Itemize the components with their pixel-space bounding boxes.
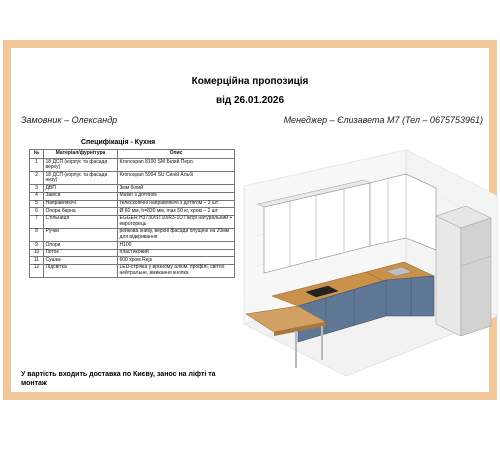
row-material: Підсвітка [44, 264, 118, 277]
row-number: 10 [30, 249, 44, 257]
row-description: Muller з дотягом [118, 192, 235, 200]
row-number: 6 [30, 208, 44, 216]
row-number: 7 [30, 215, 44, 228]
row-material: Направляючі [44, 200, 118, 208]
table-row [30, 192, 235, 200]
spec-table [29, 149, 235, 278]
row-material: Сушка [44, 257, 118, 265]
header-number: № [30, 150, 44, 159]
row-description: 600 хром Rejs [118, 257, 235, 265]
row-material: Опора барна [44, 208, 118, 216]
table-row [30, 185, 235, 193]
fridge-side [461, 218, 491, 336]
row-description: EGGER H3730/ST10/R3-1U Гікорі натуральний + евроторець [118, 215, 235, 228]
client-line: Замовник – Олександр [21, 115, 118, 125]
row-material: Ручки [44, 228, 118, 241]
row-description: Kronospan 5994 SU Синій Альбі [118, 172, 235, 185]
row-number: 2 [30, 172, 44, 185]
table-row [30, 257, 235, 265]
row-material: ДВП [44, 185, 118, 193]
row-description: Н100 [118, 242, 235, 250]
row-number: 11 [30, 257, 44, 265]
footer-note: У вартість входить доставка по Києву, занос на ліфті та монтаж [21, 371, 216, 387]
row-number: 5 [30, 200, 44, 208]
table-row [30, 215, 235, 228]
table-row [30, 249, 235, 257]
row-description: пластиковий [118, 249, 235, 257]
row-number: 1 [30, 159, 44, 172]
row-description: Kronospan 8100 SM Білий Перл. [118, 159, 235, 172]
row-number: 8 [30, 228, 44, 241]
table-row [30, 172, 235, 185]
row-number: 12 [30, 264, 44, 277]
manager-line: Менеджер – Єлизавета М7 (Тел – 0675753961) [283, 115, 483, 125]
row-material: 18 ДСП (корпус та фасади верху) [44, 159, 118, 172]
row-material: Завіси [44, 192, 118, 200]
document-sheet [11, 48, 489, 392]
row-description: рейкова знизу, верхні фасади опущені на 20мм для відкривання [118, 228, 235, 241]
row-material: Лоток [44, 249, 118, 257]
row-description: телескопічні направляючі з дотягом – 3 шт [118, 200, 235, 208]
document-date: від 26.01.2026 [215, 95, 285, 106]
kitchen-render [236, 146, 498, 376]
row-number: 4 [30, 192, 44, 200]
fridge-front [436, 216, 461, 336]
row-material: Стільниця [44, 215, 118, 228]
spec-title: Специфікація - Кухня [81, 139, 156, 146]
row-description: 3мм білий [118, 185, 235, 193]
table-row [30, 159, 235, 172]
header-material: Матеріал/фурнітура [44, 150, 118, 159]
row-description: Ø 60 мм, h=820 мм, max 50 кг, хром – 2 шт [118, 208, 235, 216]
header-description: Опис [118, 150, 235, 159]
row-material: Опори [44, 242, 118, 250]
table-row [30, 200, 235, 208]
row-number: 9 [30, 242, 44, 250]
document-title: Комерційна пропозиція [191, 76, 309, 87]
row-number: 3 [30, 185, 44, 193]
row-description: LED-стрічка у врізному алюм. профілі, світло нейтральне, вмикання кнопка [118, 264, 235, 277]
table-row [30, 264, 235, 277]
table-row [30, 228, 235, 241]
upper-cabinets-right [370, 174, 436, 250]
row-material: 18 ДСП (корпус та фасади низу) [44, 172, 118, 185]
